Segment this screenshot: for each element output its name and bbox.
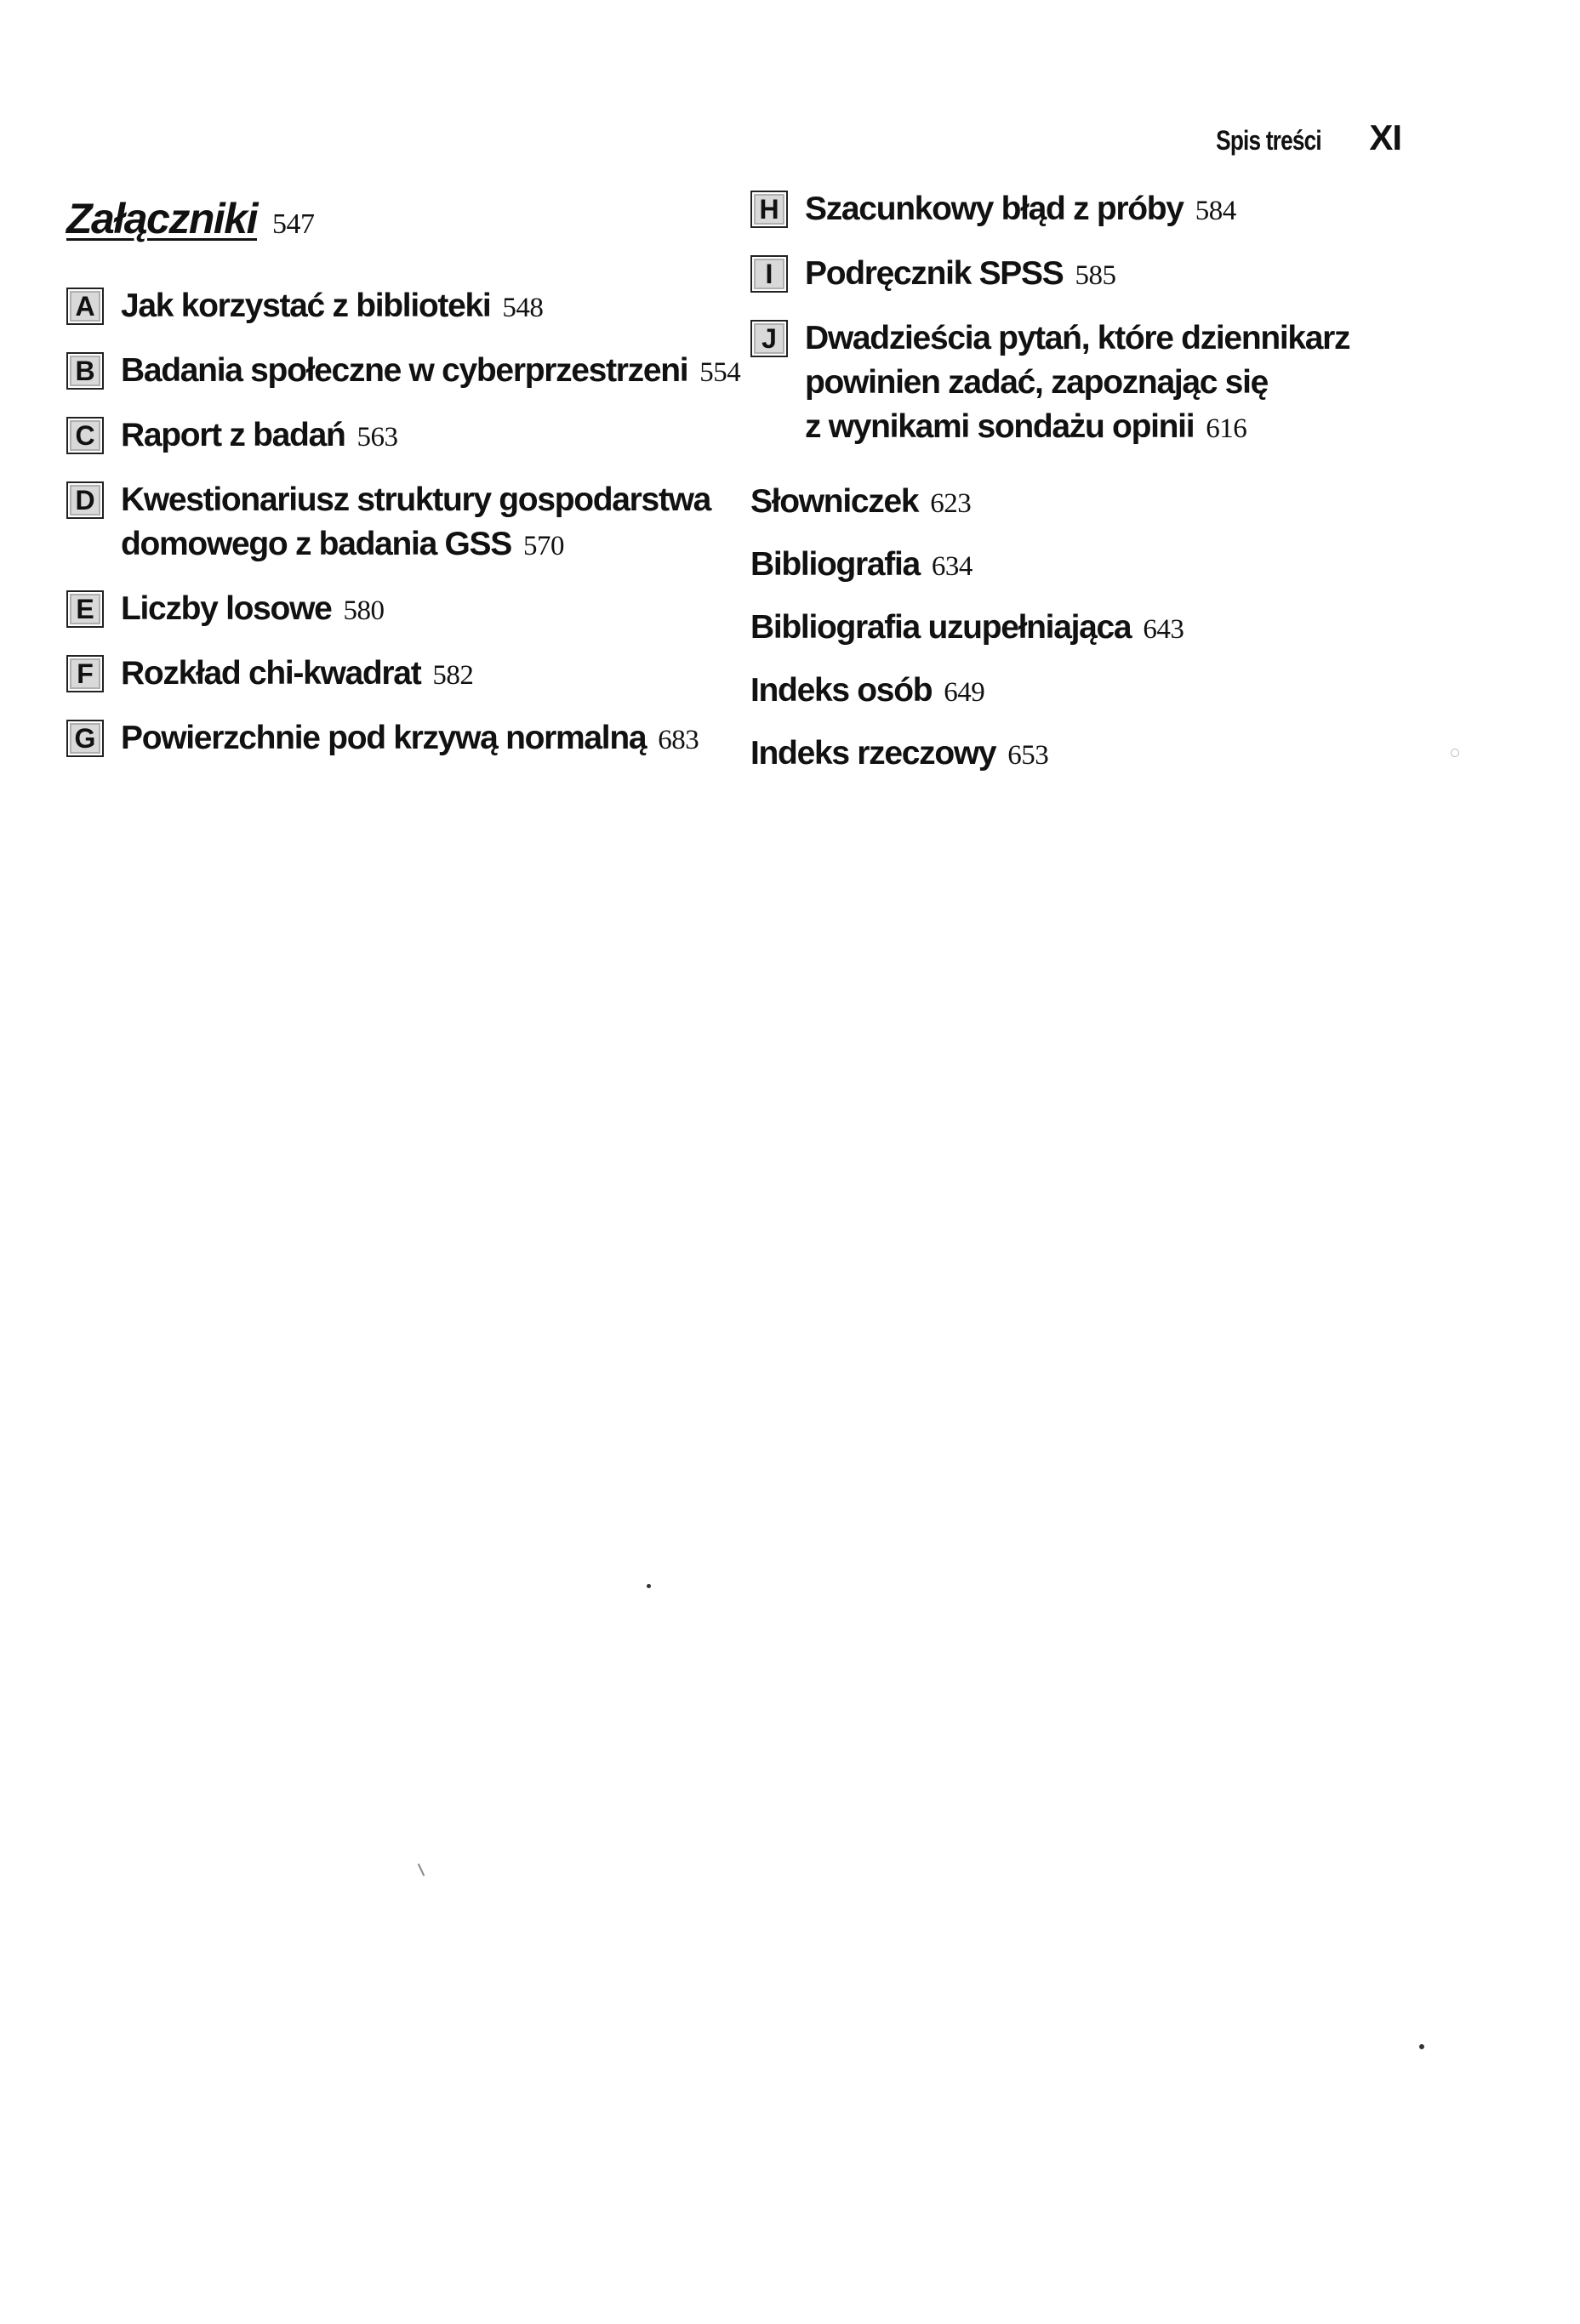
toc-entry-line	[121, 284, 543, 330]
toc-back-matter-title: Bibliografia	[750, 546, 920, 583]
toc-entry-title: Powierzchnie pod krzywą normalną	[121, 720, 647, 756]
toc-entry-page: 585	[1075, 260, 1116, 291]
toc-entry-page: 580	[343, 595, 385, 626]
toc-entry-page: 563	[356, 422, 398, 453]
toc-right-column	[750, 187, 1448, 795]
appendix-letter-badge: F	[66, 655, 104, 692]
toc-back-matter-page: 643	[1143, 614, 1184, 645]
toc-entry-page: 554	[699, 357, 741, 388]
toc-back-matter-title: Indeks osób	[750, 672, 933, 709]
toc-entry-line: Dwadzieścia pytań, które dziennikarz	[805, 320, 1350, 356]
toc-left-column	[66, 187, 747, 781]
toc-entry-a	[66, 284, 747, 330]
toc-entry-b	[66, 349, 747, 395]
toc-entry-text	[121, 413, 397, 459]
toc-entry-text	[121, 587, 385, 633]
toc-entry-g	[66, 716, 747, 762]
toc-entry-title: Liczby losowe	[121, 590, 332, 627]
toc-entry-page: 584	[1195, 196, 1236, 226]
toc-entry-page: 683	[658, 725, 699, 755]
toc-entry-title: Szacunkowy błąd z próby	[805, 191, 1184, 227]
toc-entry-title: z wynikami sondażu opinii	[805, 408, 1195, 445]
toc-entry-page: 616	[1206, 413, 1247, 444]
toc-back-matter-title: Bibliografia uzupełniająca	[750, 609, 1132, 646]
toc-back-matter-item	[750, 543, 1448, 589]
toc-entry-line	[805, 405, 1349, 451]
running-head-title: Spis treści	[1216, 125, 1322, 156]
section-title: Załączniki	[66, 195, 257, 242]
toc-back-matter-item	[750, 732, 1448, 778]
section-page-ref: 547	[272, 208, 315, 240]
appendix-letter-badge: B	[66, 352, 104, 390]
toc-entry-text	[805, 316, 1349, 451]
running-head	[1193, 117, 1401, 158]
toc-entry-page: 582	[432, 660, 474, 691]
toc-entry-title: Badania społeczne w cyberprzestrzeni	[121, 352, 688, 389]
toc-back-matter-page: 649	[944, 677, 985, 708]
toc-entry-e	[66, 587, 747, 633]
toc-entry-line: powinien zadać, zapoznając się	[805, 364, 1269, 401]
appendix-letter-badge: C	[66, 417, 104, 454]
toc-entry-text	[121, 284, 543, 330]
toc-entry-page: 548	[502, 293, 544, 323]
toc-entry-i	[750, 252, 1448, 298]
toc-entry-line	[121, 716, 699, 762]
toc-back-matter-page: 623	[930, 488, 972, 519]
toc-back-matter-title: Indeks rzeczowy	[750, 735, 996, 772]
toc-entry-line	[805, 252, 1115, 298]
toc-back-matter-item	[750, 606, 1448, 652]
toc-back-matter-list	[750, 480, 1448, 778]
toc-entry-text	[121, 478, 710, 568]
scan-speck	[647, 1584, 651, 1588]
appendix-letter-badge: D	[66, 481, 104, 519]
toc-entry-title: Podręcznik SPSS	[805, 255, 1064, 292]
section-heading	[66, 194, 747, 243]
toc-entry-text	[805, 187, 1236, 233]
toc-entry-text	[121, 716, 699, 762]
toc-entry-title: Raport z badań	[121, 417, 345, 453]
toc-entry-text	[121, 652, 473, 698]
appendix-letter-badge: A	[66, 288, 104, 325]
toc-entry-text	[121, 349, 740, 395]
toc-entry-line	[121, 652, 473, 698]
running-head-page-number: XI	[1369, 117, 1401, 157]
scan-speck	[1419, 2044, 1424, 2049]
appendix-letter-badge: J	[750, 320, 788, 357]
toc-entry-line	[121, 413, 397, 459]
toc-entry-f	[66, 652, 747, 698]
toc-back-matter-page: 634	[931, 551, 973, 582]
toc-back-matter-title: Słowniczek	[750, 483, 919, 520]
toc-entry-title: Rozkład chi-kwadrat	[121, 655, 421, 692]
toc-entry-text	[805, 252, 1115, 298]
toc-entry-h	[750, 187, 1448, 233]
toc-entry-j	[750, 316, 1448, 451]
toc-entry-line	[121, 349, 740, 395]
toc-entry-page: 570	[522, 531, 564, 561]
toc-back-matter-page: 653	[1007, 740, 1049, 771]
toc-back-matter-item	[750, 480, 1448, 526]
toc-back-matter-item	[750, 669, 1448, 715]
appendix-letter-badge: E	[66, 590, 104, 628]
toc-entry-title: domowego z badania GSS	[121, 526, 511, 562]
toc-entry-line	[121, 522, 710, 568]
toc-entry-line	[121, 587, 385, 633]
scan-speck	[1451, 749, 1459, 757]
appendix-letter-badge: I	[750, 255, 788, 293]
toc-entry-line: Kwestionariusz struktury gospodarstwa	[121, 481, 711, 518]
toc-entry-title: Jak korzystać z biblioteki	[121, 288, 491, 324]
toc-entry-d	[66, 478, 747, 568]
appendix-letter-badge: G	[66, 720, 104, 757]
scan-speck	[418, 1863, 425, 1876]
appendix-letter-badge: H	[750, 191, 788, 228]
toc-entry-c	[66, 413, 747, 459]
toc-entry-line	[805, 187, 1236, 233]
